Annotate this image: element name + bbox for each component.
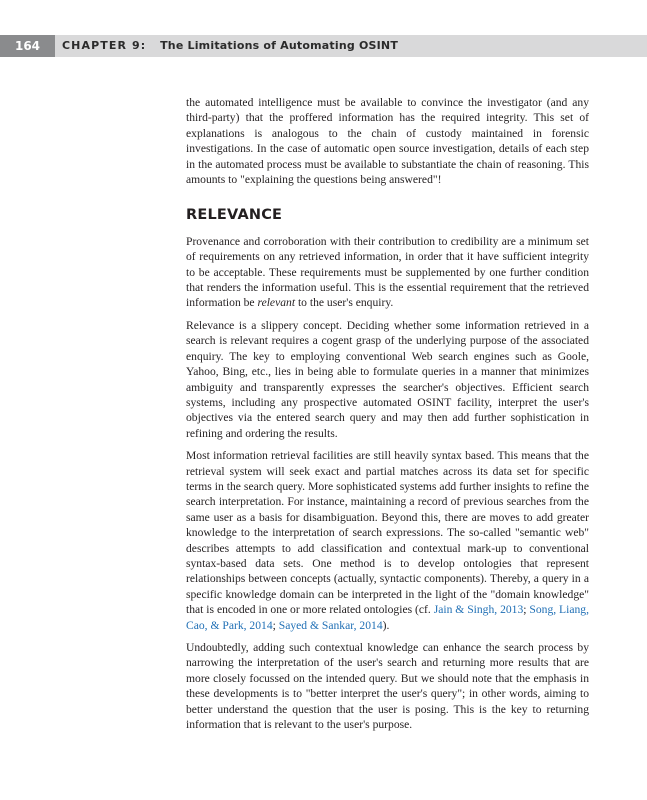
citation-link-sayed-sankar[interactable]: Sayed & Sankar, 2014 xyxy=(278,618,383,632)
citation-link-song-liang[interactable]: Song, Liang, Cao, & Park, 2014 xyxy=(186,603,589,632)
paragraph-text: Most information retrieval facilities are still heavily syntax based. This means that the retrieval system will seek exact and partial matches across its data set for specific terms in the search query. More sophisticated systems add further insights to refine the search interpretation. For instance, maintaining a record of previous searches from the same user as a basis for disambiguation. Beyond this, there are moves to add greater knowledge to the interpretation of search expressions. The so-called "semantic web" describes attempts to add classification and contextual mark-up to conventional syntax-based data sets. One method is to develop ontologies that represent relationships between concepts (actually, syntactic components). Thereby, a query in a specific knowledge domain can be interpreted in the light of the "domain knowledge" that is encoded in one or more related ontologies (cf. xyxy=(186,449,589,617)
chapter-title: The Limitations of Automating OSINT xyxy=(160,39,399,52)
section-heading: RELEVANCE xyxy=(186,207,283,224)
paragraph-relevance-concept: Relevance is a slippery concept. Deciding whether some information retrieved in a search is relevant requires a cogent grasp of the underlying purpose of the associated enquiry. The key to employing conventional Web search engines such as Goole, Yahoo, Bing, etc., lies in being able to formulate queries in a manner that minimizes ambiguity and transparently expresses the searcher's objectives. Efficient search systems, including any prospective automated OSINT facility, interpret the user's objectives via the entered search query and may then add further sophistication in refining and ordering the results. xyxy=(186,318,589,440)
chapter-label: CHAPTER 9: xyxy=(62,39,147,52)
paragraph-provenance xyxy=(186,234,589,311)
paragraph-contextual-knowledge: Undoubtedly, adding such contextual knowledge can enhance the search process by narrowing the interpretation of the user's search and returning more results that are more closely focussed on the intended query. But we should note that the emphasis in these developments is to "better interpret the user's query"; in other words, aiming to better understand the question that the user is posing. This is the key to returning information that is relevant to the user's purpose. xyxy=(186,641,589,732)
intro-paragraph: the automated intelligence must be available to convince the investigator (and any third-party) that the proffered information has the required integrity. This set of explanations is analogous to the chain of custody maintained in forensic investigations. In the case of automatic open source investigation, details of each step in the automated process must be available to substantiate the chain of reasoning. This amounts to "explaining the questions being answered"! xyxy=(186,96,589,187)
citation-link-jain-singh[interactable]: Jain & Singh, 2013 xyxy=(433,603,524,617)
citation-separator: ; xyxy=(272,618,279,632)
citation-separator: ; xyxy=(523,603,530,617)
running-head-text xyxy=(62,35,398,57)
page-number: 164 xyxy=(0,35,55,57)
paragraph-text: ). xyxy=(382,618,390,632)
paragraph-syntax-based xyxy=(186,448,589,633)
body-text xyxy=(186,95,589,739)
paragraph-text: to the user's enquiry. xyxy=(295,296,394,310)
paragraph-text: Provenance and corroboration with their contribution to credibility are a minimum set of requirements on any retrieved information, in order that it have sufficient integrity to be acceptable. These requirements must be supplemented by one further condition that renders the information useful. This is the essential requirement that the retrieved information be xyxy=(186,234,589,310)
emphasis-relevant: relevant xyxy=(257,296,296,310)
running-header xyxy=(0,35,647,57)
